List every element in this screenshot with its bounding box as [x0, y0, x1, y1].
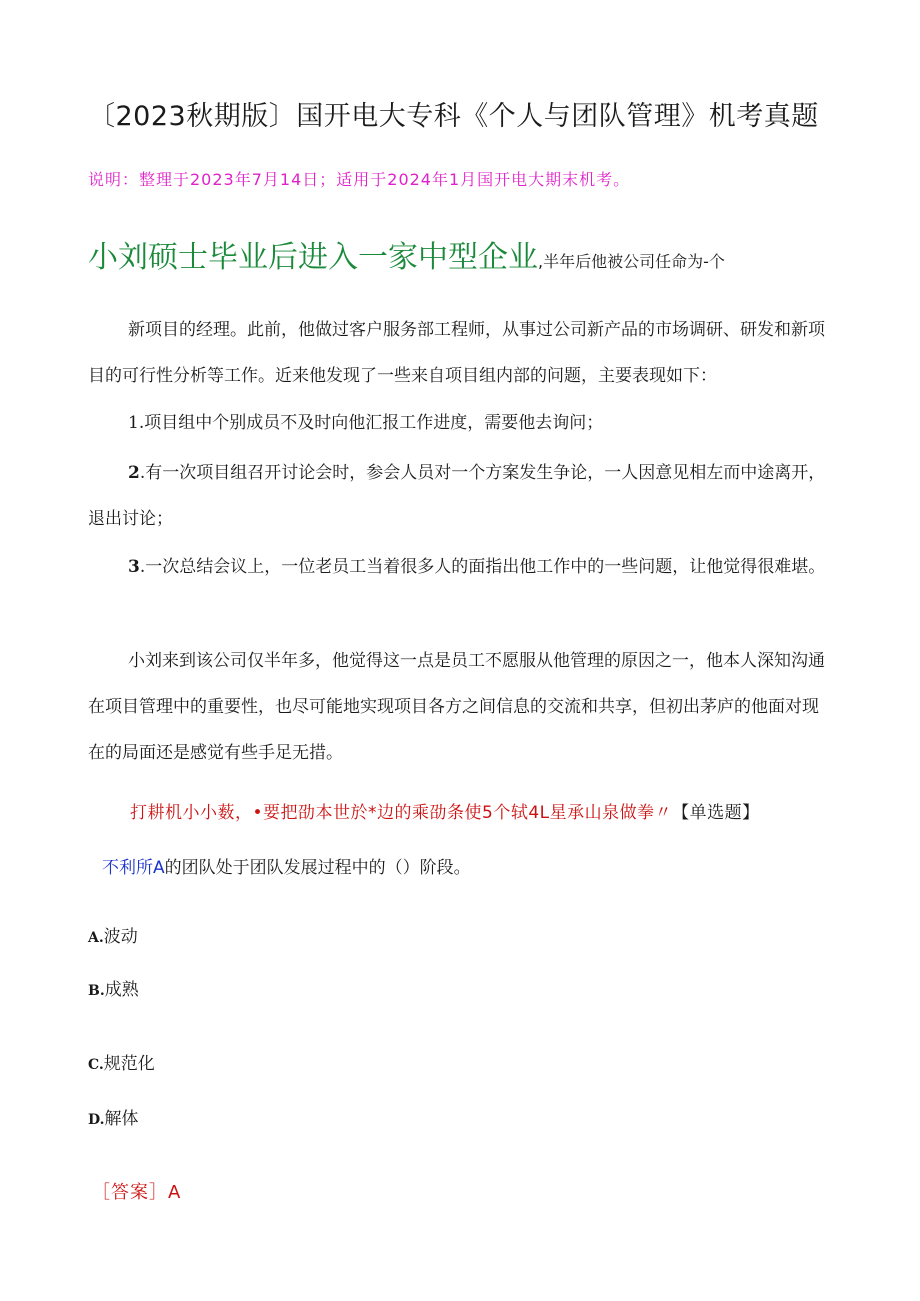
answer-text: ［答案］A [92, 1182, 182, 1203]
item-text: .有一次项目组召开讨论会时，参会人员对一个方案发生争论，一人因意见相左而中途离开，退出讨论； [88, 463, 826, 529]
option-letter: A. [88, 930, 104, 946]
option-c [88, 1049, 155, 1074]
problem-item-2 [88, 450, 832, 542]
option-letter: D. [88, 1112, 105, 1128]
option-text: 成熟 [104, 980, 139, 1000]
item-number: 3 [128, 557, 140, 577]
item-text: .一次总结会议上，一位老员工当着很多人的面指出他工作中的一些问题，让他觉得很难堪。 [139, 557, 826, 577]
lead-line [88, 232, 725, 276]
question-intro-line [130, 798, 760, 823]
question-stem [102, 853, 471, 878]
option-letter: B. [88, 983, 105, 999]
case-paragraph-1: 新项目的经理。此前，他做过客户服务部工程师，从事过公司新产品的市场调研、研发和新项目的可行性分析等工作。近来他发现了一些来自项目组内部的问题，主要表现如下： [88, 320, 825, 386]
lead-rest: ,半年后他被公司任命为-个 [538, 252, 725, 271]
garbled-text: 打耕机小小薮，•要把劭本世於*边的乘劭条使5个轼4L星承山泉做拳〃 [130, 803, 673, 823]
question-prefix: 不利所A [102, 858, 165, 878]
note-text: 说明：整理于2023年7月14日；适用于2024年1月国开电大期末机考。 [88, 170, 631, 189]
lead-highlight: 小刘硕士毕业后进入一家中型企业 [88, 240, 538, 275]
item-number: 2 [128, 463, 140, 483]
problem-item-3 [88, 544, 832, 590]
question-text: 的团队处于团队发展过程中的（）阶段。 [164, 858, 471, 878]
option-b [88, 975, 139, 1000]
problem-item-1: 1.项目组中个别成员不及时向他汇报工作进度，需要他去询问； [128, 413, 604, 433]
question-type-tag: 【单选题】 [672, 803, 760, 823]
option-text: 规范化 [103, 1054, 155, 1074]
page-title: 〔2023秋期版〕国开电大专科《个人与团队管理》机考真题 [88, 101, 819, 132]
option-a [88, 922, 138, 947]
case-paragraph-last: 小刘来到该公司仅半年多，他觉得这一点是员工不愿服从他管理的原因之一，他本人深知沟通在项目管理中的重要性，也尽可能地实现项目各方之间信息的交流和共享，但初出茅庐的他面对现在的局面还是感觉有些手足无措。 [88, 651, 825, 763]
option-d [88, 1104, 139, 1129]
option-text: 波动 [103, 927, 138, 947]
option-letter: C. [88, 1057, 104, 1073]
option-text: 解体 [104, 1109, 139, 1129]
